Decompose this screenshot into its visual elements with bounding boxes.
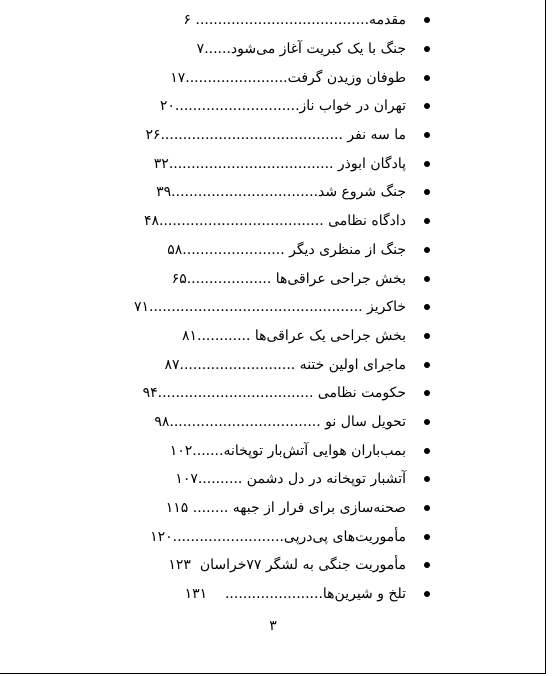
bullet-icon [424, 276, 430, 282]
toc-entry [140, 236, 440, 265]
bullet-icon [424, 75, 430, 81]
toc-entry [140, 522, 440, 551]
toc-entry-title: بخش جراحی یک عراقی‌ها ............ [197, 327, 406, 344]
toc-entry [140, 149, 440, 178]
toc-entry-page: ۱۰۷ [175, 471, 198, 488]
bullet-icon [424, 46, 430, 52]
bullet-icon [424, 247, 430, 253]
toc-entry-title: جنگ شروع شد................................. [171, 184, 406, 201]
toc-entry-title: خاکریز ................................................ [149, 299, 406, 316]
toc-entry [140, 178, 440, 207]
toc-entry-title: حکومت نظامی ................................... [157, 385, 406, 402]
table-of-contents [133, 6, 440, 608]
toc-entry-title: صحنه‌سازی برای فرار از جبهه ........ [192, 500, 406, 517]
toc-entry [140, 35, 440, 64]
toc-entry-title: تلخ و شیرین‌ها...................... [224, 586, 406, 603]
toc-entry-title: مأموریت‌های پی‌درپی......................... [172, 528, 406, 545]
toc-entry-title: مقدمه....................................... [195, 12, 406, 29]
toc-entry [140, 408, 440, 437]
toc-entry-title: طوفان وزیدن گرفت....................... [185, 69, 406, 86]
toc-entry-page: ۲۰ [159, 98, 175, 115]
bullet-icon [424, 189, 430, 195]
toc-entry [133, 293, 440, 322]
toc-entry-title: دادگاه نظامی ..................................... [159, 213, 406, 230]
bullet-icon [424, 132, 430, 138]
toc-entry [140, 580, 440, 609]
bullet-icon [424, 419, 430, 425]
bullet-icon [424, 161, 430, 167]
toc-entry [140, 436, 440, 465]
toc-entry-page: ۱۰۲ [169, 442, 193, 459]
toc-entry-title: پادگان ابوذر ..................................... [168, 155, 406, 172]
toc-entry-title: مأموریت جنگی به لشگر ۷۷خراسان [199, 557, 406, 574]
toc-entry-page: ۶۵ [171, 270, 187, 287]
toc-entry-title: بخش جراحی عراقی‌ها ................... [186, 270, 406, 287]
toc-entry [140, 379, 440, 408]
bullet-icon [424, 591, 430, 597]
bullet-icon [424, 218, 430, 224]
toc-entry [140, 92, 440, 121]
toc-entry-title: جنگ از منظری دیگر ....................... [182, 241, 406, 258]
toc-entry [140, 207, 440, 236]
bullet-icon [424, 534, 430, 540]
toc-entry-page: ۹۸ [154, 413, 170, 430]
toc-entry [140, 121, 440, 150]
toc-entry-title: بمب‌باران هوایی آتش‌بار توپخانه....... [192, 442, 406, 459]
toc-entry-page: ۳۹ [156, 184, 172, 201]
bullet-icon [424, 362, 430, 368]
toc-entry-page: ۱۷ [170, 69, 186, 86]
bullet-icon [424, 448, 430, 454]
toc-entry-page: ۴۸ [143, 213, 159, 230]
bullet-icon [424, 390, 430, 396]
bullet-icon [424, 333, 430, 339]
toc-entry [140, 63, 440, 92]
toc-entry-page: ۱۱۵ [165, 500, 189, 517]
bullet-icon [424, 505, 430, 511]
bullet-icon [424, 562, 430, 568]
toc-entry [140, 494, 440, 523]
toc-entry [140, 350, 440, 379]
toc-entry-page: ۷ [196, 41, 205, 58]
bullet-icon [424, 17, 430, 23]
bullet-icon [424, 304, 430, 310]
toc-entry-page: ۸۱ [181, 327, 198, 344]
toc-entry-title: ماجرای اولین ختنه .......................... [179, 356, 406, 373]
bullet-icon [424, 103, 430, 109]
toc-entry [140, 465, 440, 494]
toc-entry-page: ۶ [183, 12, 192, 29]
toc-entry [140, 551, 440, 580]
toc-entry-title: آتشبار توپخانه در دل دشمن .......... [197, 471, 406, 488]
toc-entry-title: جنگ با یک کبریت آغاز می‌شود...... [204, 41, 406, 58]
toc-entry-page: ۹۴ [142, 385, 158, 402]
toc-entry-title: تهران در خواب ناز............................ [174, 98, 406, 115]
toc-entry-title: ما سه نفر ......................................... [160, 127, 406, 144]
toc-entry-page: ۵۸ [167, 241, 183, 258]
toc-entry-page: ۸۷ [164, 356, 180, 373]
toc-entry-page: ۷۱ [133, 299, 149, 316]
toc-entry [140, 6, 440, 35]
bullet-icon [424, 476, 430, 482]
toc-entry-page: ۱۲۳ [168, 557, 191, 574]
toc-entry-page: ۱۲۰ [150, 528, 173, 545]
toc-entry-page: ۳۲ [153, 155, 169, 172]
toc-entry-page: ۱۳۱ [184, 586, 208, 603]
toc-entry-page: ۲۶ [145, 127, 161, 144]
toc-entry-title: تحویل سال نو .................................. [169, 413, 406, 430]
page-number: ۳ [269, 618, 277, 634]
toc-entry [140, 264, 440, 293]
toc-entry [140, 322, 440, 351]
